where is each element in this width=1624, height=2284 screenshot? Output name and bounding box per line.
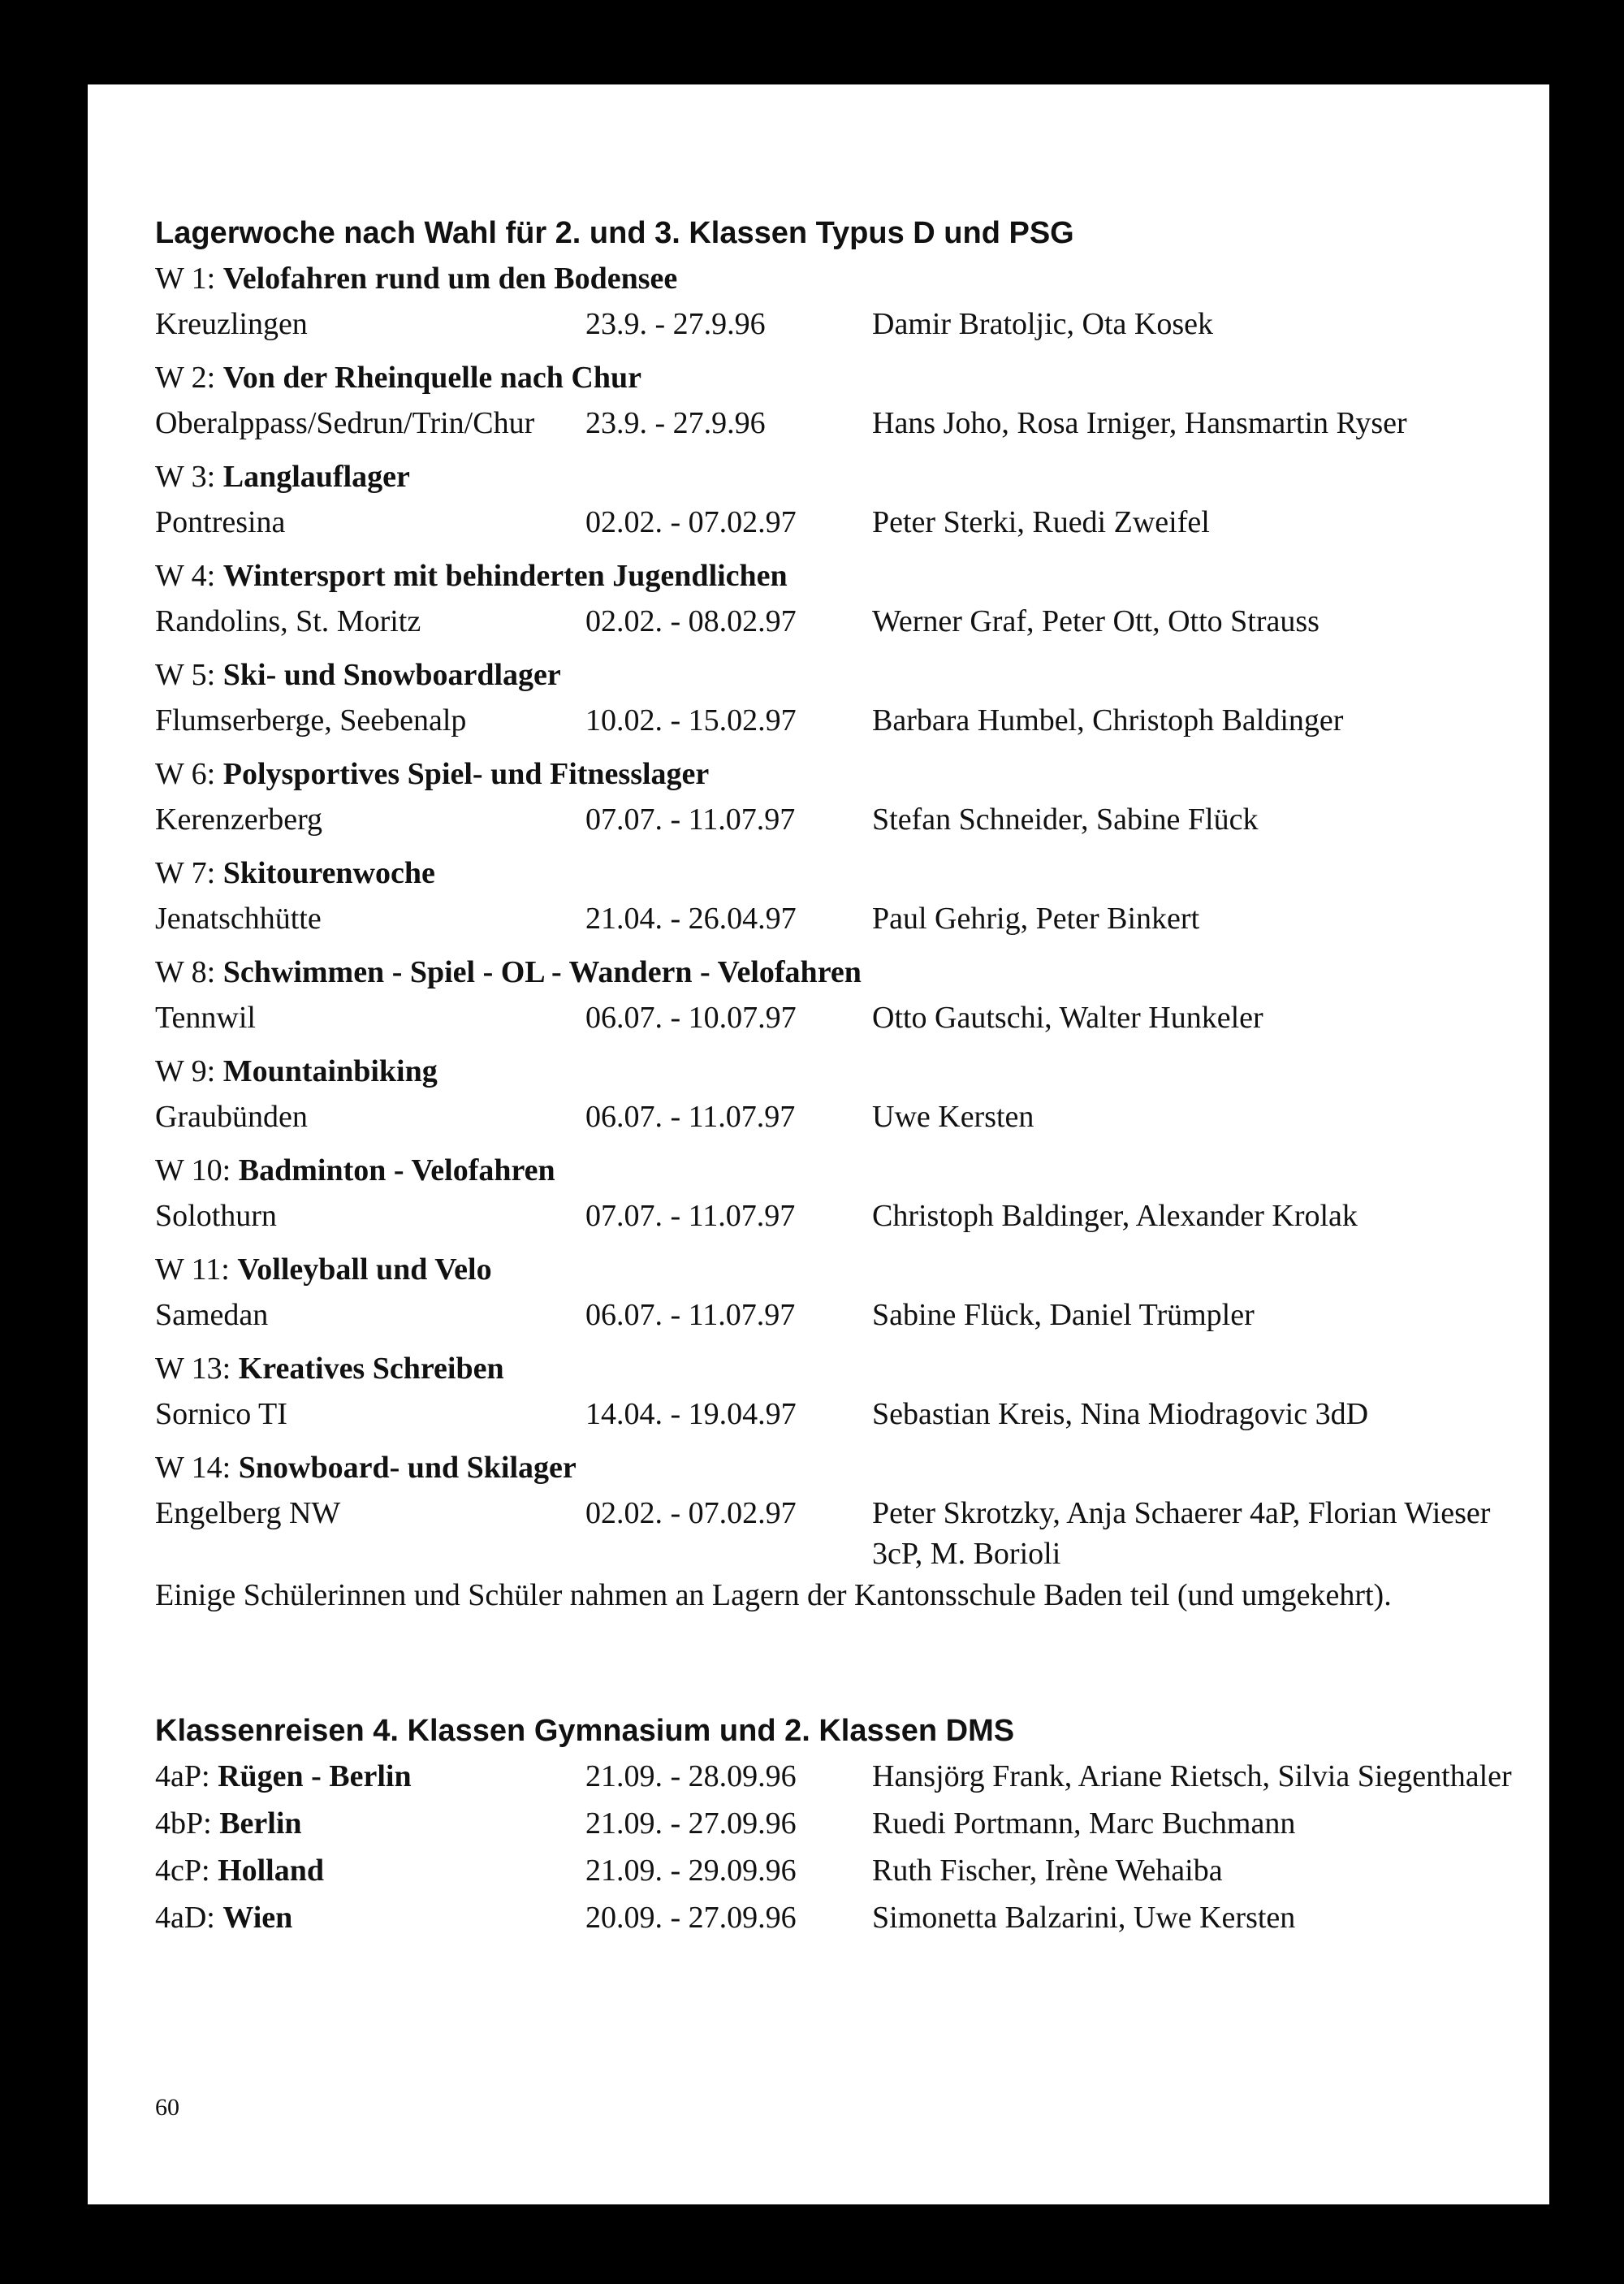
camp-entry	[155, 357, 1527, 456]
camp-title	[155, 1150, 1527, 1196]
camp-entry	[155, 655, 1527, 754]
trip-destination: Wien	[222, 1901, 293, 1935]
camp-name: Von der Rheinquelle nach Chur	[222, 361, 641, 395]
camp-entry	[155, 1348, 1527, 1447]
camp-dates: 02.02. - 08.02.97	[585, 604, 797, 638]
camp-leaders: Sebastian Kreis, Nina Miodragovic 3dD	[872, 1397, 1369, 1431]
camp-details	[155, 1493, 1527, 1574]
document-page	[88, 84, 1549, 2204]
camp-name: Ski- und Snowboardlager	[222, 658, 561, 692]
trip-class	[155, 1897, 585, 1944]
camp-name: Badminton - Velofahren	[238, 1153, 555, 1187]
camp-dates: 23.9. - 27.9.96	[585, 307, 766, 341]
camp-details	[155, 403, 1527, 456]
page-content	[155, 214, 1527, 1944]
camp-title	[155, 655, 1527, 700]
camp-place: Samedan	[155, 1298, 269, 1332]
camp-entry	[155, 853, 1527, 952]
trip-class-code: 4cP:	[155, 1854, 210, 1888]
camp-place: Solothurn	[155, 1199, 277, 1233]
camp-place: Sornico TI	[155, 1397, 287, 1431]
camp-dates: 06.07. - 10.07.97	[585, 1001, 797, 1035]
camp-name: Kreatives Schreiben	[238, 1352, 504, 1386]
camp-details	[155, 1295, 1527, 1348]
camp-title	[155, 357, 1527, 403]
camp-name: Langlauflager	[222, 460, 410, 494]
camp-leaders: Stefan Schneider, Sabine Flück	[872, 802, 1259, 837]
camp-leaders: Christoph Baldinger, Alexander Krolak	[872, 1199, 1358, 1233]
trip-row	[155, 1897, 1527, 1944]
camp-dates: 07.07. - 11.07.97	[585, 802, 796, 837]
section-heading-trips: Klassenreisen 4. Klassen Gymnasium und 2. Klassen DMS	[155, 1714, 1015, 1748]
camp-dates: 14.04. - 19.04.97	[585, 1397, 797, 1431]
camp-title	[155, 1051, 1527, 1097]
trip-dates: 21.09. - 29.09.96	[585, 1854, 797, 1888]
camp-entry	[155, 952, 1527, 1051]
camp-name: Snowboard- und Skilager	[238, 1451, 577, 1485]
camp-title	[155, 952, 1527, 997]
camp-place: Tennwil	[155, 1001, 256, 1035]
camp-name: Polysportives Spiel- und Fitnesslager	[222, 757, 710, 791]
camp-leaders: Barbara Humbel, Christoph Baldinger	[872, 703, 1344, 738]
camp-details	[155, 799, 1527, 853]
trip-dates: 21.09. - 28.09.96	[585, 1759, 797, 1793]
camp-dates: 02.02. - 07.02.97	[585, 505, 797, 539]
camp-dates: 10.02. - 15.02.97	[585, 703, 797, 738]
camp-code: W 13:	[155, 1352, 231, 1386]
trip-row	[155, 1803, 1527, 1850]
trip-leaders: Ruedi Portmann, Marc Buchmann	[872, 1806, 1296, 1841]
camp-entry	[155, 1447, 1527, 1574]
camp-place: Kerenzerberg	[155, 802, 323, 837]
camp-code: W 9:	[155, 1054, 216, 1088]
camp-code: W 2:	[155, 361, 216, 395]
camp-leaders: Peter Skrotzky, Anja Schaerer 4aP, Florian Wieser 3cP, M. Borioli	[872, 1496, 1491, 1571]
camp-entry	[155, 1150, 1527, 1249]
camp-details	[155, 601, 1527, 655]
camp-dates: 02.02. - 07.02.97	[585, 1496, 797, 1530]
trip-leaders: Ruth Fischer, Irène Wehaiba	[872, 1854, 1223, 1888]
trip-class-code: 4aP:	[155, 1759, 210, 1793]
camp-name: Mountainbiking	[222, 1054, 438, 1088]
trip-class	[155, 1756, 585, 1803]
camp-leaders: Damir Bratoljic, Ota Kosek	[872, 307, 1214, 341]
camp-code: W 3:	[155, 460, 216, 494]
section-heading-camps: Lagerwoche nach Wahl für 2. und 3. Klassen Typus D und PSG	[155, 216, 1074, 250]
camp-entry	[155, 754, 1527, 853]
trip-class	[155, 1803, 585, 1850]
trip-row	[155, 1756, 1527, 1803]
camp-place: Oberalppass/Sedrun/Trin/Chur	[155, 406, 535, 440]
camp-code: W 5:	[155, 658, 216, 692]
class-trips-section	[155, 1712, 1527, 1944]
camp-title	[155, 556, 1527, 601]
camp-title	[155, 258, 1527, 304]
trip-destination: Holland	[218, 1854, 325, 1888]
camp-leaders: Werner Graf, Peter Ott, Otto Strauss	[872, 604, 1320, 638]
camp-name: Skitourenwoche	[222, 856, 435, 890]
camp-place: Engelberg NW	[155, 1496, 341, 1530]
camp-dates: 21.04. - 26.04.97	[585, 902, 797, 936]
camp-place: Graubünden	[155, 1100, 308, 1134]
camp-leaders: Uwe Kersten	[872, 1100, 1034, 1134]
camp-entry	[155, 456, 1527, 556]
camp-dates: 06.07. - 11.07.97	[585, 1100, 796, 1134]
trip-dates: 21.09. - 27.09.96	[585, 1806, 797, 1841]
trip-class-code: 4aD:	[155, 1901, 215, 1935]
camp-details	[155, 997, 1527, 1051]
camp-details	[155, 1394, 1527, 1447]
camp-entry	[155, 1249, 1527, 1348]
trip-leaders: Simonetta Balzarini, Uwe Kersten	[872, 1901, 1296, 1935]
camp-title	[155, 1447, 1527, 1493]
camp-name: Schwimmen - Spiel - OL - Wandern - Velofahren	[222, 955, 862, 989]
camp-leaders: Peter Sterki, Ruedi Zweifel	[872, 505, 1210, 539]
camp-details	[155, 1196, 1527, 1249]
camp-code: W 8:	[155, 955, 216, 989]
trip-class	[155, 1850, 585, 1897]
camp-dates: 07.07. - 11.07.97	[585, 1199, 796, 1233]
section-note: Einige Schülerinnen und Schüler nahmen an Lagern der Kantonsschule Baden teil (und umgekehrt).	[155, 1578, 1392, 1612]
camp-details	[155, 898, 1527, 952]
camp-code: W 1:	[155, 262, 216, 296]
trip-class-code: 4bP:	[155, 1806, 212, 1841]
camp-code: W 6:	[155, 757, 216, 791]
trip-row	[155, 1850, 1527, 1897]
camp-details	[155, 1097, 1527, 1150]
trip-leaders: Hansjörg Frank, Ariane Rietsch, Silvia Siegenthaler	[872, 1759, 1512, 1793]
page-number: 60	[155, 2094, 179, 2121]
camp-name: Velofahren rund um den Bodensee	[222, 262, 678, 296]
camp-name: Volleyball und Velo	[237, 1252, 492, 1287]
camp-details	[155, 304, 1527, 357]
camp-leaders: Otto Gautschi, Walter Hunkeler	[872, 1001, 1263, 1035]
camp-details	[155, 700, 1527, 754]
camp-code: W 7:	[155, 856, 216, 890]
trip-destination: Berlin	[219, 1806, 302, 1841]
camp-dates: 23.9. - 27.9.96	[585, 406, 766, 440]
camp-title	[155, 1348, 1527, 1394]
camp-entry	[155, 1051, 1527, 1150]
camp-title	[155, 754, 1527, 799]
camp-leaders: Hans Joho, Rosa Irniger, Hansmartin Ryser	[872, 406, 1407, 440]
camp-leaders: Paul Gehrig, Peter Binkert	[872, 902, 1200, 936]
camp-place: Randolins, St. Moritz	[155, 604, 421, 638]
camp-title	[155, 1249, 1527, 1295]
camp-title	[155, 853, 1527, 898]
camp-entry	[155, 556, 1527, 655]
camp-name: Wintersport mit behinderten Jugendlichen	[222, 559, 788, 593]
camp-dates: 06.07. - 11.07.97	[585, 1298, 796, 1332]
camp-place: Jenatschhütte	[155, 902, 322, 936]
camp-code: W 14:	[155, 1451, 231, 1485]
camp-code: W 11:	[155, 1252, 230, 1287]
camp-entry	[155, 258, 1527, 357]
trip-dates: 20.09. - 27.09.96	[585, 1901, 797, 1935]
camp-leaders: Sabine Flück, Daniel Trümpler	[872, 1298, 1255, 1332]
camp-details	[155, 502, 1527, 556]
camp-code: W 10:	[155, 1153, 231, 1187]
camp-place: Kreuzlingen	[155, 307, 308, 341]
camp-place: Pontresina	[155, 505, 286, 539]
camp-place: Flumserberge, Seebenalp	[155, 703, 467, 738]
trip-destination: Rügen - Berlin	[218, 1759, 412, 1793]
camp-title	[155, 456, 1527, 502]
camp-code: W 4:	[155, 559, 216, 593]
